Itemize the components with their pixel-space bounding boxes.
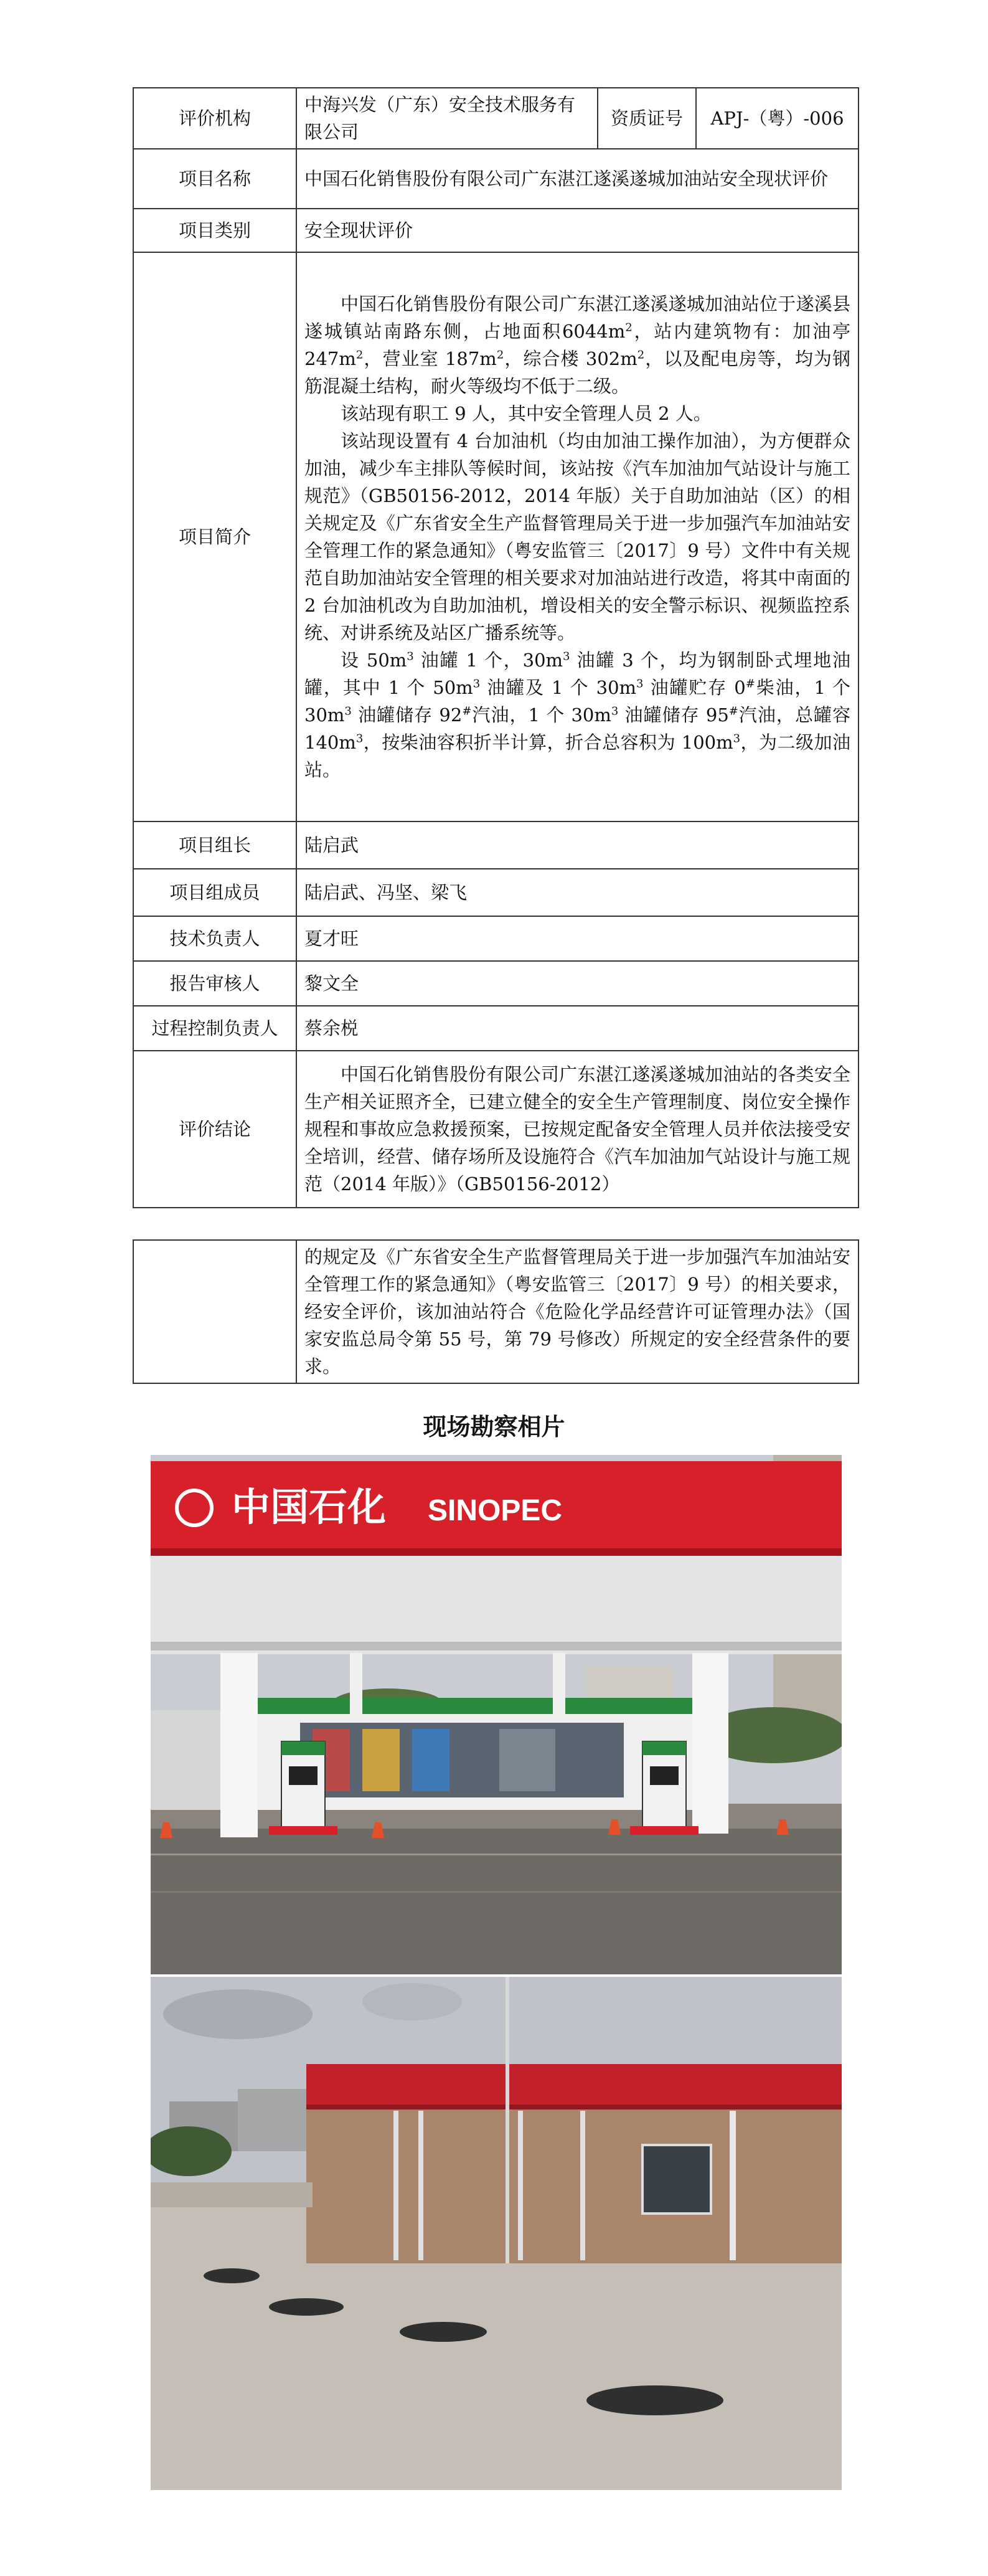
section-title-site-photos: 现场勘察相片	[423, 1413, 565, 1441]
row-report-reviewer	[133, 961, 859, 1006]
evaluation-info-table	[133, 87, 859, 1208]
tech-value: 夏才旺	[296, 916, 859, 961]
row-project-name	[133, 149, 859, 209]
tech-label: 技术负责人	[133, 916, 296, 961]
intro-paragraph-location: 中国石化销售股份有限公司广东湛江遂溪遂城加油站位于遂溪县遂城镇站南路东侧，占地面积$6044m^2$，站内建筑物有：加油亭 $247m^2$，营业室 $187m^2$，综合楼 $302m^2$，以及配电房等，均为钢筋混凝土结构，耐火等级均不低于二级。	[304, 293, 850, 397]
row-tech-lead	[133, 916, 859, 961]
org-value: 中海兴发（广东）安全技术服务有限公司	[296, 88, 598, 149]
station-canopy-illustration	[151, 1455, 842, 1974]
row-conclusion	[133, 1051, 859, 1208]
conclusion-cont-label-cell	[133, 1240, 296, 1383]
intro-content	[296, 252, 859, 822]
conclusion-paragraph: 中国石化销售股份有限公司广东湛江遂溪遂城加油站的各类安全生产相关证照齐全，已建立健全的安全生产管理制度、岗位安全操作规程和事故应急救援预案，已按规定配备安全管理人员并依法接受安全培训，经营、储存场所及设施符合《汽车加油加气站设计与施工规范（2014 年版）》（GB50156-2012）	[304, 1064, 850, 1195]
members-value: 陆启武、冯坚、梁飞	[296, 869, 859, 916]
cert-label: 资质证号	[598, 88, 696, 149]
photo-station-canopy	[151, 1455, 842, 1974]
conclusion-part-2	[296, 1240, 859, 1383]
sign-chinese-text: 中国石化	[232, 1486, 387, 1529]
process-value: 蔡余棁	[296, 1006, 859, 1051]
leader-label: 项目组长	[133, 822, 296, 869]
conclusion-continuation-table	[133, 1239, 859, 1384]
intro-label: 项目简介	[133, 252, 296, 822]
project-type-value: 安全现状评价	[296, 209, 859, 252]
org-label: 评价机构	[133, 88, 296, 149]
conclusion-cont-paragraph: 的规定及《广东省安全生产监督管理局关于进一步加强汽车加油站安全管理工作的紧急通知》（粤安监管三〔2017〕9 号）的相关要求，经安全评价，该加油站符合《危险化学品经营许可证管理办法》（国家安监总局令第 55 号，第 79 号修改）所规定的安全经营条件的要求。	[304, 1246, 850, 1377]
row-evaluation-org	[133, 88, 859, 149]
intro-paragraph-renovation: 该站现设置有 4 台加油机（均由加油工操作加油），为方便群众加油，减少车主排队等候时间，该站按《汽车加油加气站设计与施工规范》（GB50156-2012，2014 年版）关于自助加油站（区）的相关规定及《广东省安全生产监督管理局关于进一步加强汽车加油站安全管理工作的紧急通知》（粤安监管三〔2017〕9 号）文件中有关规范自助加油站安全管理的相关要求对加油站进行改造，将其中南面的 2 台加油机改为自助加油机，增设相关的安全警示标识、视频监控系统、对讲系统及站区广播系统等。	[304, 430, 850, 643]
row-conclusion-cont	[133, 1240, 859, 1383]
project-name-value: 中国石化销售股份有限公司广东湛江遂溪遂城加油站安全现状评价	[296, 149, 859, 209]
row-process-control	[133, 1006, 859, 1051]
row-project-type	[133, 209, 859, 252]
cert-value: APJ-（粤）-006	[696, 88, 859, 149]
intro-paragraph-staff: 该站现有职工 9 人，其中安全管理人员 2 人。	[341, 403, 712, 424]
tank-manhole-cover-icon	[586, 2385, 723, 2415]
process-label: 过程控制负责人	[133, 1006, 296, 1051]
members-label: 项目组成员	[133, 869, 296, 916]
project-name-label: 项目名称	[133, 149, 296, 209]
photo-tank-area	[151, 1977, 842, 2490]
conclusion-part-1	[296, 1051, 859, 1208]
row-project-intro	[133, 252, 859, 822]
tank-manhole-cover-icon	[269, 2298, 344, 2316]
leader-value: 陆启武	[296, 822, 859, 869]
tank-area-illustration	[151, 1977, 842, 2490]
conclusion-label: 评价结论	[133, 1051, 296, 1208]
tank-manhole-cover-icon	[204, 2268, 260, 2283]
review-label: 报告审核人	[133, 961, 296, 1006]
sign-english-text: SINOPEC	[428, 1494, 563, 1527]
tank-manhole-cover-icon	[400, 2322, 487, 2342]
review-value: 黎文全	[296, 961, 859, 1006]
project-type-label: 项目类别	[133, 209, 296, 252]
intro-paragraph-tanks: 设 $50m^3$ 油罐 1 个，$30m^3$ 油罐 3 个，均为钢制卧式埋地油罐，其中 1 个 $50m^3$ 油罐及 1 个 $30m^3$ 油罐贮存 0#柴油，1 个 $30m^3$ 油罐储存 92#汽油，1 个 $30m^3$ 油罐储存 95#汽油，总罐容 $140m^3$，按柴油容积折半计算，折合总容积为 $100m^3$，为二级加油站。	[304, 650, 851, 780]
row-project-leader	[133, 822, 859, 869]
row-project-members	[133, 869, 859, 916]
